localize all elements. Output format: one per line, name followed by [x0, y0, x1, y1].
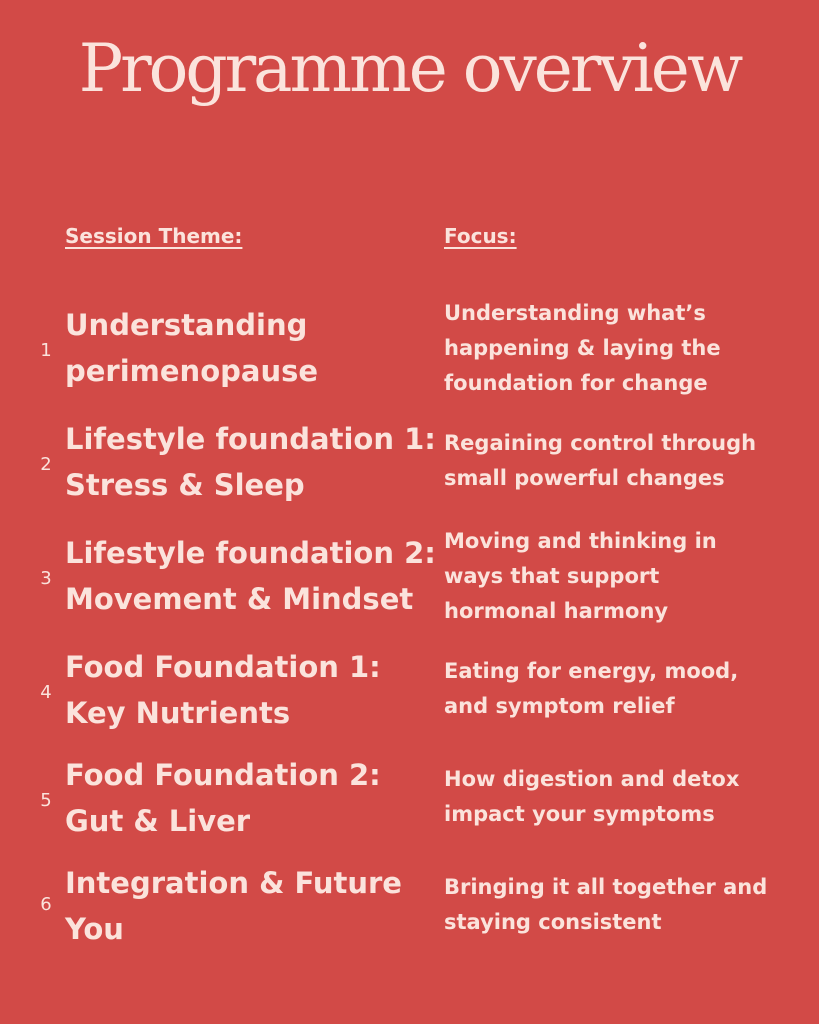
session-theme-line: Understanding [65, 308, 308, 342]
session-number: 5 [40, 790, 52, 811]
session-focus-line: staying consistent [444, 910, 662, 934]
session-theme-line: perimenopause [65, 354, 319, 388]
session-focus-line: impact your symptoms [444, 802, 715, 826]
session-theme-line: Stress & Sleep [65, 468, 305, 502]
session-focus-line: hormonal harmony [444, 599, 669, 623]
session-focus-line: small powerful changes [444, 466, 725, 490]
session-theme-line: Gut & Liver [65, 804, 251, 838]
session-focus-line: ways that support [444, 564, 660, 588]
session-number: 4 [40, 682, 52, 703]
session-theme [65, 752, 437, 844]
session-theme-line: Key Nutrients [65, 696, 291, 730]
session-focus-line: Regaining control through [444, 431, 757, 455]
session-focus [444, 654, 794, 724]
session-focus [444, 524, 794, 629]
session-focus [444, 762, 794, 832]
session-theme-line: Food Foundation 1: [65, 650, 381, 684]
session-theme-line: Lifestyle foundation 2: [65, 536, 436, 570]
session-focus-line: happening & laying the [444, 336, 721, 360]
session-theme-header: Session Theme: [65, 224, 243, 248]
session-focus [444, 426, 794, 496]
session-focus [444, 870, 794, 940]
session-theme [65, 644, 437, 736]
session-number: 1 [40, 340, 52, 361]
focus-header: Focus: [444, 224, 517, 248]
session-number: 2 [40, 454, 52, 475]
session-theme-line: Movement & Mindset [65, 582, 414, 616]
session-theme [65, 860, 437, 952]
session-focus-line: Bringing it all together and [444, 875, 768, 899]
session-focus-line: Moving and thinking in [444, 529, 717, 553]
session-theme-line: You [65, 912, 124, 946]
page-title: Programme overview [78, 30, 741, 107]
session-focus-line: Understanding what’s [444, 301, 706, 325]
session-focus-line: How digestion and detox [444, 767, 740, 791]
session-theme [65, 302, 437, 394]
session-number: 6 [40, 894, 52, 915]
session-focus-line: Eating for energy, mood, [444, 659, 739, 683]
session-theme [65, 530, 437, 622]
session-theme-line: Integration & Future [65, 866, 402, 900]
session-focus-line: and symptom relief [444, 694, 675, 718]
session-theme-line: Food Foundation 2: [65, 758, 381, 792]
session-theme-line: Lifestyle foundation 1: [65, 422, 436, 456]
session-focus-line: foundation for change [444, 371, 708, 395]
session-theme [65, 416, 437, 508]
session-number: 3 [40, 568, 52, 589]
session-focus [444, 296, 794, 401]
